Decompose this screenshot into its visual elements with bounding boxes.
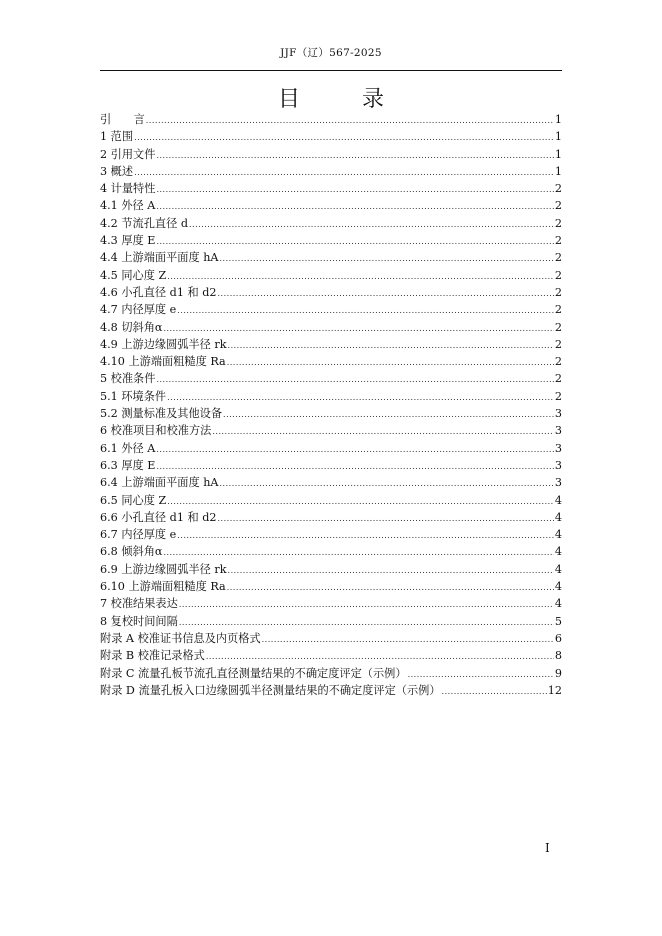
- toc-entry-label: 2 引用文件: [100, 147, 156, 161]
- toc-leader-dots: [408, 670, 554, 679]
- toc-entry-label: 6.9 上游边缘圆弧半径 rk: [100, 562, 227, 576]
- toc-entry-label: 6.10 上游端面粗糙度 Ra: [100, 580, 226, 594]
- toc-entry[interactable]: [100, 388, 562, 405]
- toc-entry-page: 3: [554, 476, 562, 490]
- toc-entry-label: 7 校准结果表达: [100, 597, 178, 611]
- toc-entry-page: 3: [554, 424, 562, 438]
- toc-leader-dots: [134, 133, 554, 142]
- toc-entry-label: 4.1 外径 A: [100, 199, 156, 213]
- toc-leader-dots: [218, 289, 554, 298]
- toc-entry[interactable]: [100, 422, 562, 439]
- toc-entry-page: 2: [554, 251, 562, 265]
- toc-entry[interactable]: [100, 249, 562, 266]
- toc-entry[interactable]: [100, 647, 562, 664]
- toc-entry-page: 3: [554, 458, 562, 472]
- toc-leader-dots: [156, 151, 553, 160]
- toc-leader-dots: [227, 358, 554, 367]
- toc-entry-page: 2: [554, 268, 562, 282]
- toc-entry-label: 4.4 上游端面平面度 hA: [100, 251, 219, 265]
- toc-entry[interactable]: [100, 630, 562, 647]
- toc-entry-label: 引 言: [100, 113, 145, 126]
- toc-entry-label: 4.8 切斜角α: [100, 320, 163, 334]
- toc-leader-dots: [156, 462, 553, 471]
- toc-entry-page: 4: [554, 510, 562, 524]
- toc-entry-page: 2: [554, 320, 562, 334]
- toc-entry-page: 2: [554, 303, 562, 317]
- toc-entry-page: 9: [554, 666, 562, 680]
- toc-entry-page: 1: [554, 113, 562, 126]
- toc-entry-label: 4.3 厚度 E: [100, 234, 156, 248]
- toc-entry-label: 6.3 厚度 E: [100, 458, 156, 472]
- toc-entry-label: 6.1 外径 A: [100, 441, 156, 455]
- toc-entry[interactable]: [100, 301, 562, 318]
- toc-entry-label: 6.7 内径厚度 e: [100, 528, 177, 542]
- toc-leader-dots: [156, 237, 553, 246]
- toc-entry[interactable]: [100, 370, 562, 387]
- toc-leader-dots: [156, 185, 553, 194]
- toc-entry[interactable]: [100, 526, 562, 543]
- toc-entry-label: 1 范围: [100, 130, 134, 144]
- toc-leader-dots: [177, 306, 554, 315]
- toc-entry-label: 5.1 环境条件: [100, 389, 167, 403]
- toc-entry[interactable]: [100, 319, 562, 336]
- toc-leader-dots: [212, 427, 554, 436]
- toc-entry-label: 5 校准条件: [100, 372, 156, 386]
- toc-leader-dots: [179, 600, 554, 609]
- toc-entry-page: 2: [554, 182, 562, 196]
- toc-entry-page: 4: [554, 580, 562, 594]
- toc-entry[interactable]: [100, 595, 562, 612]
- toc-entry-label: 8 复校时间间隔: [100, 614, 178, 628]
- toc-entry[interactable]: [100, 215, 562, 232]
- toc-entry-page: 5: [554, 614, 562, 628]
- table-of-contents: [100, 111, 562, 699]
- toc-entry-label: 附录 A 校准证书信息及内页格式: [100, 631, 261, 645]
- toc-leader-dots: [189, 220, 554, 229]
- toc-entry-page: 12: [547, 683, 562, 697]
- toc-entry[interactable]: [100, 682, 562, 699]
- toc-entry[interactable]: [100, 578, 562, 595]
- toc-entry-page: 4: [554, 597, 562, 611]
- toc-entry[interactable]: [100, 457, 562, 474]
- toc-entry-label: 附录 D 流量孔板入口边缘圆弧半径测量结果的不确定度评定（示例）: [100, 683, 441, 697]
- toc-entry[interactable]: [100, 128, 562, 145]
- toc-leader-dots: [163, 548, 553, 557]
- toc-entry[interactable]: [100, 180, 562, 197]
- toc-entry-page: 2: [554, 216, 562, 230]
- toc-entry-page: 2: [554, 389, 562, 403]
- toc-leader-dots: [442, 687, 547, 696]
- toc-leader-dots: [156, 202, 554, 211]
- toc-entry[interactable]: [100, 197, 562, 214]
- toc-entry-label: 6.4 上游端面平面度 hA: [100, 476, 219, 490]
- toc-entry-label: 3 概述: [100, 164, 134, 178]
- page-title: [100, 82, 562, 113]
- toc-entry[interactable]: [100, 543, 562, 560]
- toc-entry[interactable]: [100, 284, 562, 301]
- toc-entry-page: 3: [554, 407, 562, 421]
- toc-leader-dots: [228, 341, 554, 350]
- toc-entry-page: 4: [554, 562, 562, 576]
- toc-entry[interactable]: [100, 405, 562, 422]
- toc-leader-dots: [218, 514, 554, 523]
- toc-entry[interactable]: [100, 492, 562, 509]
- toc-leader-dots: [179, 618, 554, 627]
- page-number: I: [545, 841, 550, 855]
- toc-leader-dots: [167, 393, 554, 402]
- toc-leader-dots: [220, 479, 554, 488]
- toc-entry-label: 4.5 同心度 Z: [100, 268, 167, 282]
- toc-entry[interactable]: [100, 267, 562, 284]
- toc-entry-page: 4: [554, 493, 562, 507]
- toc-entry-page: 4: [554, 528, 562, 542]
- toc-leader-dots: [223, 410, 554, 419]
- toc-entry[interactable]: [100, 146, 562, 163]
- toc-entry-label: 6.8 倾斜角α: [100, 545, 163, 559]
- toc-entry-page: 4: [554, 545, 562, 559]
- toc-leader-dots: [167, 497, 554, 506]
- toc-entry-page: 2: [554, 355, 562, 369]
- toc-leader-dots: [206, 652, 554, 661]
- toc-leader-dots: [262, 635, 554, 644]
- toc-entry[interactable]: [100, 232, 562, 249]
- toc-entry[interactable]: [100, 474, 562, 491]
- toc-leader-dots: [220, 254, 554, 263]
- toc-entry[interactable]: [100, 336, 562, 353]
- toc-leader-dots: [163, 324, 553, 333]
- toc-leader-dots: [156, 445, 554, 454]
- document-code-header: JJF（辽）567-2025: [280, 47, 382, 59]
- title-part-1: 目: [277, 87, 300, 112]
- toc-entry-label: 4.6 小孔直径 d1 和 d2: [100, 285, 217, 299]
- toc-leader-dots: [134, 168, 554, 177]
- toc-entry[interactable]: [100, 440, 562, 457]
- toc-entry-page: 2: [554, 337, 562, 351]
- toc-entry-page: 3: [554, 441, 562, 455]
- toc-entry-page: 1: [554, 147, 562, 161]
- toc-entry-page: 8: [554, 649, 562, 663]
- toc-entry-label: 4.10 上游端面粗糙度 Ra: [100, 355, 226, 369]
- toc-entry-label: 4.7 内径厚度 e: [100, 303, 177, 317]
- toc-entry[interactable]: [100, 665, 562, 682]
- toc-leader-dots: [167, 272, 554, 281]
- toc-entry-page: 6: [554, 631, 562, 645]
- toc-entry-label: 4.2 节流孔直径 d: [100, 216, 189, 230]
- toc-entry[interactable]: [100, 509, 562, 526]
- toc-entry-page: 1: [554, 130, 562, 144]
- toc-entry-label: 6 校准项目和校准方法: [100, 424, 212, 438]
- toc-entry-label: 6.6 小孔直径 d1 和 d2: [100, 510, 217, 524]
- toc-entry-label: 4 计量特性: [100, 182, 156, 196]
- toc-entry-label: 4.9 上游边缘圆弧半径 rk: [100, 337, 227, 351]
- toc-leader-dots: [177, 531, 554, 540]
- header-rule: [100, 70, 562, 71]
- toc-leader-dots: [146, 116, 554, 125]
- toc-entry[interactable]: [100, 561, 562, 578]
- toc-leader-dots: [156, 375, 553, 384]
- toc-entry-label: 6.5 同心度 Z: [100, 493, 167, 507]
- toc-entry-page: 2: [554, 199, 562, 213]
- toc-entry[interactable]: [100, 163, 562, 180]
- toc-leader-dots: [227, 583, 554, 592]
- title-part-2: 录: [362, 87, 385, 112]
- toc-entry-label: 附录 B 校准记录格式: [100, 649, 205, 663]
- toc-entry-label: 附录 C 流量孔板节流孔直径测量结果的不确定度评定（示例）: [100, 666, 407, 680]
- toc-entry[interactable]: [100, 613, 562, 630]
- toc-entry-page: 2: [554, 234, 562, 248]
- toc-entry[interactable]: [100, 111, 562, 128]
- toc-entry-page: 2: [554, 372, 562, 386]
- toc-leader-dots: [228, 566, 554, 575]
- toc-entry[interactable]: [100, 353, 562, 370]
- toc-entry-page: 2: [554, 285, 562, 299]
- toc-entry-page: 1: [554, 164, 562, 178]
- toc-entry-label: 5.2 测量标准及其他设备: [100, 407, 223, 421]
